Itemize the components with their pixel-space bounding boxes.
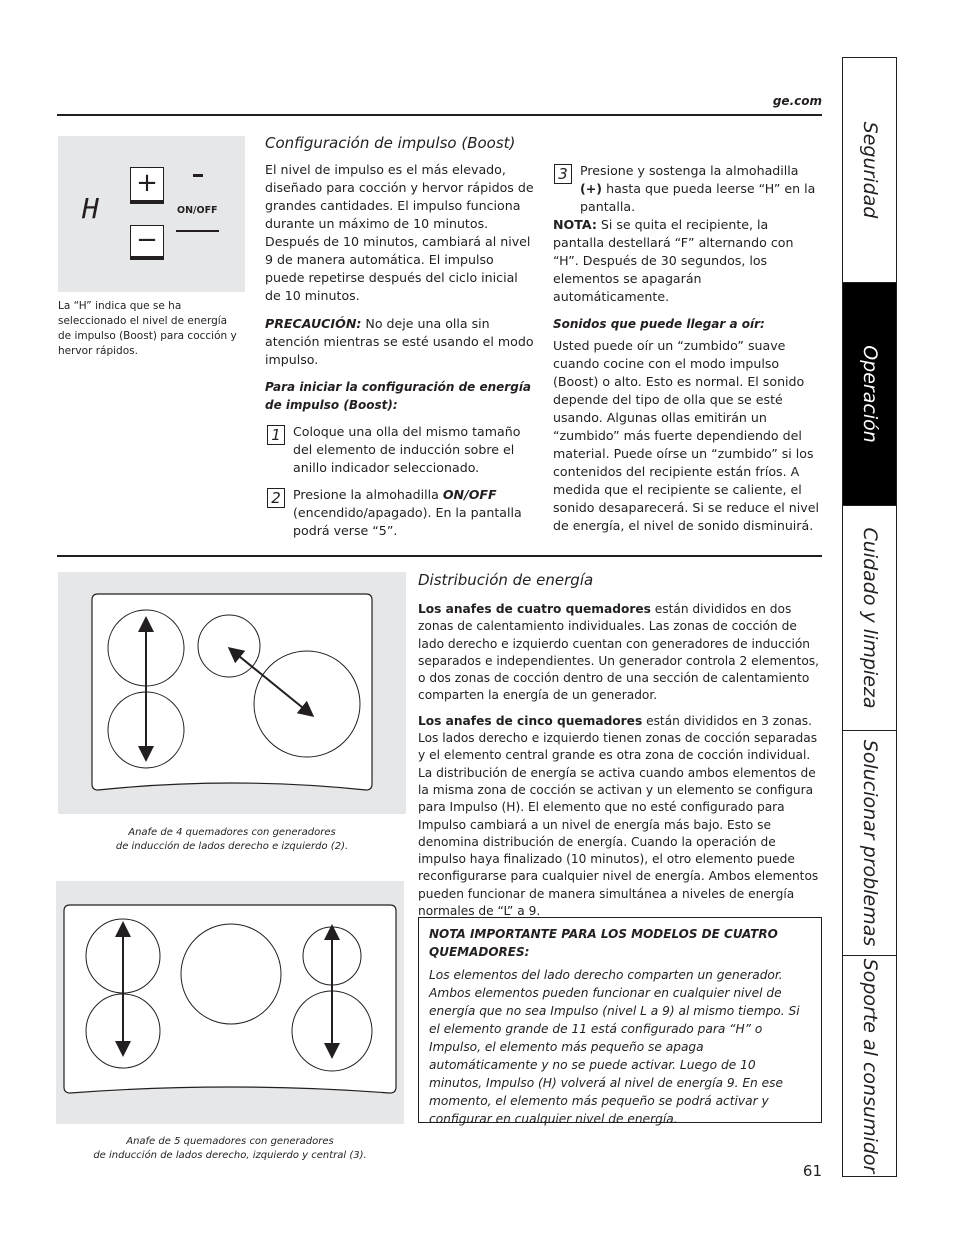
five-burner-diagram — [56, 881, 404, 1124]
tab-label: Cuidado y limpieza — [858, 527, 881, 709]
step-keyword: ON/OFF — [442, 487, 497, 502]
boost-intro: El nivel de impulso es el más elevado, diseñado para cocción y hervor rápidos de grandes cantidades. El impulso funciona durante un máximo de 10 minutos. Después de 10 minutos, cambiará al nivel 9 de manera automática. El impulso puede repetirse después del ciclo inicial de 10 minutos. — [265, 162, 534, 303]
four-burner-caption — [58, 826, 406, 854]
tab-soporte-al-consumidor[interactable] — [843, 956, 896, 1176]
start-heading: Para iniciar la configuración de energía de impulso (Boost): — [265, 380, 532, 412]
boost-title: Configuración de impulso (Boost) — [265, 134, 516, 152]
tab-label: Operación — [858, 345, 881, 443]
site-url: ge.com — [772, 94, 822, 108]
section-rule — [57, 555, 822, 557]
page-number: 61 — [802, 1162, 822, 1180]
onoff-label: ON/OFF — [177, 205, 218, 216]
step-number: 1 — [267, 425, 285, 445]
important-note-heading: NOTA IMPORTANTE PARA LOS MODELOS DE CUATRO QUEMADORES: — [429, 927, 778, 959]
onoff-underline — [176, 230, 219, 232]
note-paragraph — [553, 216, 821, 306]
step-number: 3 — [554, 164, 572, 184]
tab-seguridad[interactable] — [843, 58, 896, 283]
distribution-p1 — [418, 601, 822, 705]
four-burner-cooktop-svg — [58, 572, 406, 814]
p1-strong: Los anafes de cuatro quemadores — [418, 602, 651, 616]
tab-label: Solucionar problemas — [858, 739, 881, 947]
tab-label: Soporte al consumidor — [858, 958, 881, 1174]
distribution-title: Distribución de energía — [418, 571, 594, 589]
important-note-text: Los elementos del lado derecho comparten un generador. Ambos elementos pueden funcionar en cualquier nivel de energía que no sea Impulso (nivel L a 9) al mismo tiempo. Si el elemento grande de 11 está configurado para “H” o Impulso, el elemento más pequeño se apaga automáticamente y no se puede activar. Luego de 10 minutos, Impulso (H) volverá al nivel de energía 9. En ese momento, el elemento más pequeño se podrá activar y configurar en cualquier nivel de energía. — [429, 968, 800, 1126]
caution-paragraph — [265, 315, 535, 369]
caption-line: Anafe de 5 quemadores con generadores — [126, 1136, 334, 1147]
caution-text: No deje una olla sin atención mientras se esté usando el modo impulso. — [265, 316, 534, 367]
step-text: Coloque una olla del mismo tamaño del elemento de inducción sobre el anillo indicador seleccionado. — [293, 424, 521, 475]
step-text — [293, 486, 535, 540]
top-rule — [57, 114, 822, 116]
step-text-pre: Presione la almohadilla — [293, 487, 443, 502]
five-burner-caption — [56, 1135, 404, 1163]
step-keyword: (+) — [580, 181, 603, 196]
control-panel-illustration — [58, 136, 245, 292]
onoff-indicator-dash — [193, 174, 203, 177]
display-caption: La “H” indica que se ha seleccionado el nivel de energía de impulso (Boost) para cocción y hervor rápidos. — [58, 300, 237, 357]
important-note-box — [418, 917, 822, 1126]
p1-text: están divididos en dos zonas de calentamiento individuales. Las zonas de cocción de lado derecho e izquierdo cuentan con generadores de inducción separados e independientes. Un generador controla 2 elementos, o dos zonas de cocción dentro de una sección de calentamiento comparten la energía de un generador. — [418, 602, 820, 703]
section-sidebar — [842, 57, 897, 1177]
tab-cuidado-y-limpieza[interactable] — [843, 506, 896, 731]
step-number: 2 — [267, 488, 285, 508]
tab-operacion[interactable] — [843, 283, 896, 506]
display-char: H — [82, 192, 99, 225]
plus-pad: + — [130, 167, 164, 201]
step-text-post: hasta que pueda leerse “H” en la pantalla. — [580, 181, 816, 214]
caption-line: de inducción de lados derecho e izquierdo (2). — [115, 841, 349, 852]
step-text-post: (encendido/apagado). En la pantalla podrá verse “5”. — [293, 505, 522, 538]
step-text — [580, 162, 822, 216]
distribution-p2 — [418, 713, 822, 921]
tab-label: Seguridad — [858, 121, 881, 219]
minus-pad: − — [130, 225, 164, 257]
four-burner-diagram — [58, 572, 406, 814]
sounds-heading: Sonidos que puede llegar a oír: — [553, 317, 765, 331]
tab-solucionar-problemas[interactable] — [843, 731, 896, 956]
caption-line: de inducción de lados derecho, izquierdo y central (3). — [93, 1150, 367, 1161]
p2-strong: Los anafes de cinco quemadores — [418, 713, 643, 728]
note-label: NOTA: — [553, 217, 597, 232]
step-text-pre: Presione y sostenga la almohadilla — [580, 163, 799, 178]
sounds-text: Usted puede oír un “zumbido” suave cuando cocine con el modo impulso (Boost) o alto. Esto es normal. El sonido depende del tipo de olla que se esté usando. Algunas ollas emitirán un “zumbido” más fuerte dependiendo del material. Puede oírse un “zumbido” si los contenidos del recipiente están fríos. A medida que el recipiente se caliente, el sonido desaparecerá. Si se reduce el nivel de energía, el nivel de sonido disminuirá. — [553, 338, 819, 533]
caption-line: Anafe de 4 quemadores con generadores — [128, 827, 336, 838]
note-text: Si se quita el recipiente, la pantalla destellará “F” alternando con “H”. Después de 30 segundos, los elementos se apagarán automáticamente. — [553, 217, 794, 304]
p2-text: están divididos en 3 zonas. Los lados derecho e izquierdo tienen zonas de cocción separadas y el elemento central grande es otra zona de cocción individual. La distribución de energía se activa cuando ambos elementos de la misma zona de cocción se activan y un elemento se configura para Impulso (H). El elemento que no esté configurado para Impulso cambiará a un nivel de energía más bajo. Esto se denomina distribución de energía. Cuando la operación de impulso haya finalizado (10 minutos), el otro elemento puede reconfigurarse para cualquier nivel de energía. Ambos elementos pueden funcionar de manera simultánea a niveles de energía normales de “L” a 9. — [418, 713, 819, 919]
five-burner-cooktop-svg — [56, 881, 404, 1124]
caution-label: PRECAUCIÓN: — [265, 316, 362, 331]
